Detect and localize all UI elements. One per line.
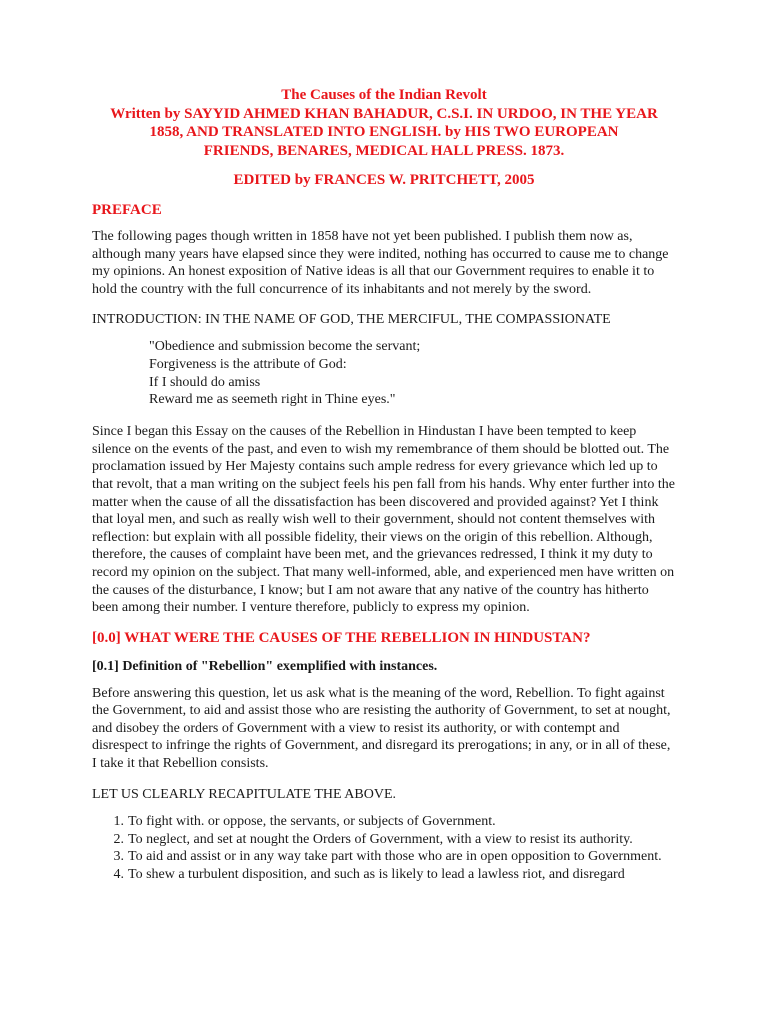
document-page xyxy=(92,86,676,884)
list-item-text: To aid and assist or in any way take part with those who are in open opposition to Government. xyxy=(128,849,662,865)
list-item-number: 4. xyxy=(113,867,124,883)
list-item-text: To shew a turbulent disposition, and such as is likely to lead a lawless riot, and disregard xyxy=(128,867,625,883)
list-item-text: To neglect, and set at nought the Orders of Government, with a view to resist its authority. xyxy=(128,831,633,847)
recap-list xyxy=(92,813,676,883)
list-item-number: 3. xyxy=(113,849,124,865)
definition-paragraph: Before answering this question, let us ask what is the meaning of the word, Rebellion. To fight against the Government, to aid and assist those who are resisting the authority of Government, to set at nought, and disobey the orders of Government with a view to resist its authority, or with contempt and disrespect to infringe the rights of Government, and disregard its prerogations; in any, or in all of these, I take it that Rebellion consists. xyxy=(92,685,671,772)
document-title: The Causes of the Indian Revolt xyxy=(281,87,487,103)
section-subheading: [0.1] Definition of "Rebellion" exemplified with instances. xyxy=(92,658,438,674)
poem-line: Reward me as seemeth right in Thine eyes." xyxy=(149,392,396,408)
poem-line: If I should do amiss xyxy=(149,374,261,390)
preface-heading: PREFACE xyxy=(92,202,162,218)
introduction-heading: INTRODUCTION: IN THE NAME OF GOD, THE MERCIFUL, THE COMPASSIONATE xyxy=(92,312,611,328)
list-item-number: 2. xyxy=(113,831,124,847)
list-item xyxy=(92,831,676,849)
poem-line: "Obedience and submission become the servant; xyxy=(149,338,421,354)
document-subtitle-line2: 1858, AND TRANSLATED INTO ENGLISH. by HIS TWO EUROPEAN xyxy=(149,124,619,140)
document-subtitle-line1: Written by SAYYID AHMED KHAN BAHADUR, C.S.I. IN URDOO, IN THE YEAR xyxy=(110,105,658,122)
list-item-number: 1. xyxy=(113,814,124,830)
poem-line: Forgiveness is the attribute of God: xyxy=(149,356,347,372)
section-heading: [0.0] WHAT WERE THE CAUSES OF THE REBELLION IN HINDUSTAN? xyxy=(92,629,591,646)
document-subtitle-line3: FRIENDS, BENARES, MEDICAL HALL PRESS. 1873. xyxy=(203,142,565,159)
title-block xyxy=(92,86,676,160)
list-item xyxy=(92,813,676,831)
edited-by-line: EDITED by FRANCES W. PRITCHETT, 2005 xyxy=(233,172,535,188)
list-item-text: To fight with. or oppose, the servants, or subjects of Government. xyxy=(128,814,496,830)
introduction-paragraph: Since I began this Essay on the causes of the Rebellion in Hindustan I have been tempted to keep silence on the events of the past, and even to wish my remembrance of them should be blotted out. The proclamation issued by Her Majesty contains such ample redress for every grievance which led up to that revolt, that a man writing on the subject feels his pen fall from his hands. Why enter further into the matter when the cause of all the dissatisfaction has been discovered and provided against? Yet I think that loyal men, and such as really wish well to their government, should not content themselves with reflection: but explain with all possible fidelity, their views on the origin of this rebellion. Although, therefore, the causes of complaint have been met, and the grievances redressed, I think it my duty to record my opinion on the subject. That many well-informed, able, and experienced men have written on the causes of the disturbance, I know; but I am not aware that any native of the country has hitherto been among their number. I venture therefore, publicly to express my opinion. xyxy=(92,424,675,616)
list-item xyxy=(92,866,676,884)
recap-heading: LET US CLEARLY RECAPITULATE THE ABOVE. xyxy=(92,786,397,802)
list-item xyxy=(92,848,676,866)
poem-block xyxy=(149,338,676,409)
preface-paragraph: The following pages though written in 1858 have not yet been published. I publish them now as, although many years have elapsed since they were indited, nothing has occurred to cause me to change my opinions. An honest exposition of Native ideas is all that our Government requires to enable it to hold the country with the full concurrence of its inhabitants and not merely by the sword. xyxy=(92,229,669,297)
